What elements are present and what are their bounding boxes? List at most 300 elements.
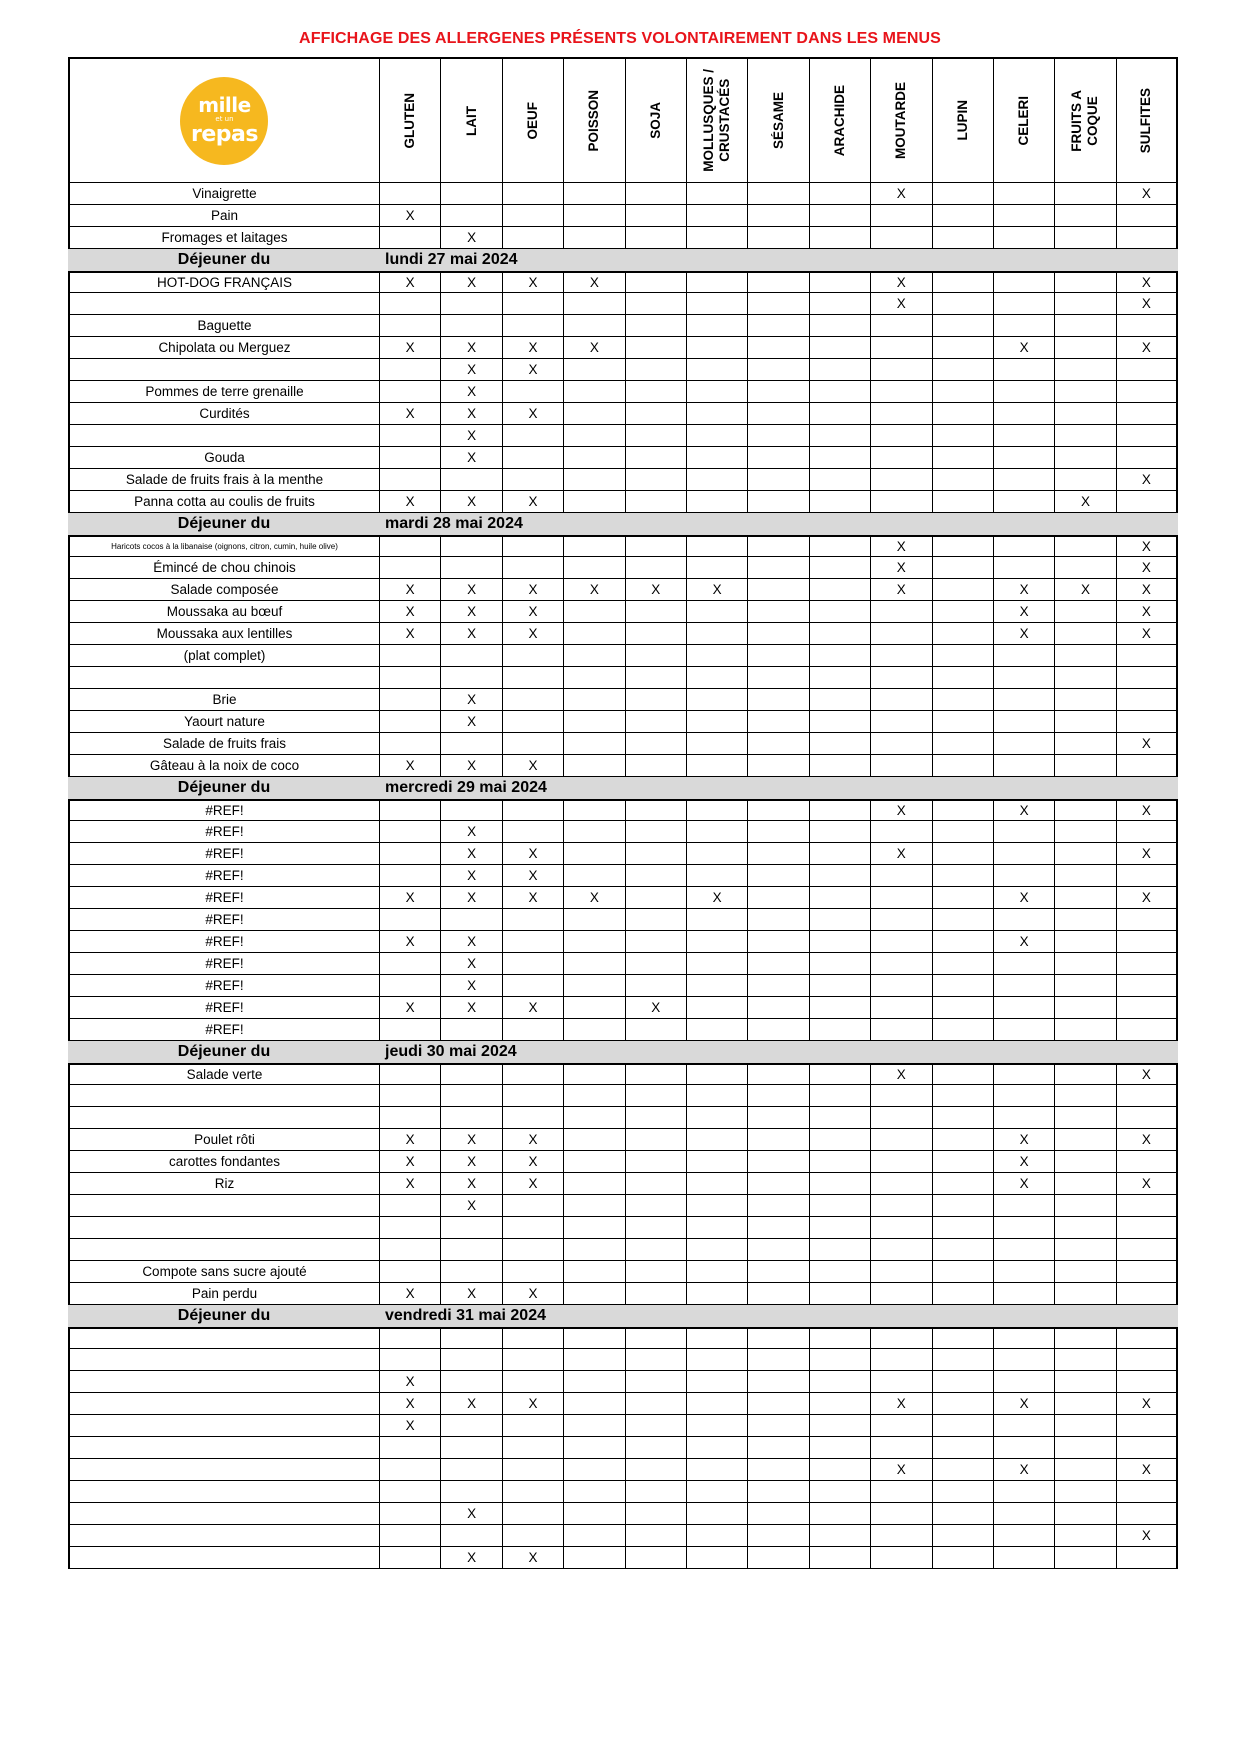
allergen-mark: X [1141, 1462, 1151, 1477]
dish-name: #REF! [205, 1000, 244, 1015]
allergen-cell [1055, 909, 1116, 931]
allergen-cell [1055, 1329, 1116, 1349]
allergen-cell [994, 1261, 1055, 1283]
allergen-cell [1117, 1349, 1178, 1371]
allergen-mark: X [528, 846, 538, 861]
allergen-cell [994, 821, 1055, 843]
allergen-cell [748, 1283, 809, 1305]
allergen-cell [810, 1065, 871, 1085]
allergen-cell [626, 909, 687, 931]
allergen-cell [933, 579, 994, 601]
dish-cell [68, 843, 380, 865]
allergen-cell [1117, 381, 1178, 403]
allergen-cell [810, 1173, 871, 1195]
day-label: Déjeuner du [177, 251, 271, 268]
allergen-cell [441, 469, 502, 491]
allergen-cell [1117, 1459, 1178, 1481]
table-row [68, 1349, 1178, 1371]
allergen-cell [1055, 1065, 1116, 1085]
allergen-cell [810, 273, 871, 293]
allergen-mark: X [1019, 604, 1029, 619]
allergen-mark: X [467, 406, 477, 421]
allergen-cell [1055, 537, 1116, 557]
allergen-cell [810, 1107, 871, 1129]
allergen-cell [748, 887, 809, 909]
allergen-cell [564, 1283, 625, 1305]
allergen-cell [1117, 447, 1178, 469]
allergen-cell [564, 1239, 625, 1261]
table-row [68, 1459, 1178, 1481]
allergen-cell [933, 557, 994, 579]
table-row [68, 1151, 1178, 1173]
day-header [68, 1305, 1178, 1327]
allergen-cell [994, 623, 1055, 645]
allergen-cell [380, 183, 441, 205]
table-row [68, 887, 1178, 909]
allergen-mark: X [896, 560, 906, 575]
column-header-label: POISSON [586, 89, 602, 152]
day-label: Déjeuner du [177, 515, 271, 532]
allergen-mark: X [1141, 604, 1151, 619]
allergen-cell [933, 293, 994, 315]
allergen-cell [564, 1085, 625, 1107]
dish-cell [68, 887, 380, 909]
allergen-cell [626, 469, 687, 491]
allergen-cell [626, 537, 687, 557]
allergen-cell [748, 733, 809, 755]
allergen-cell [380, 1173, 441, 1195]
allergen-mark: X [405, 1286, 415, 1301]
allergen-cell [626, 1129, 687, 1151]
allergen-cell [380, 1085, 441, 1107]
allergen-mark: X [528, 582, 538, 597]
allergen-cell [441, 1217, 502, 1239]
allergen-cell [380, 1065, 441, 1085]
allergen-cell [748, 931, 809, 953]
allergen-cell [503, 733, 564, 755]
allergen-cell [441, 1371, 502, 1393]
allergen-cell [994, 537, 1055, 557]
allergen-cell [687, 381, 748, 403]
table-row [68, 293, 1178, 315]
allergen-cell [933, 359, 994, 381]
allergen-cell [1117, 1151, 1178, 1173]
allergen-cell [441, 1415, 502, 1437]
allergen-cell [748, 801, 809, 821]
allergen-cell [748, 273, 809, 293]
allergen-cell [564, 645, 625, 667]
allergen-cell [503, 1503, 564, 1525]
allergen-mark: X [651, 582, 661, 597]
allergen-cell [564, 381, 625, 403]
allergen-cell [933, 689, 994, 711]
dish-cell [68, 1173, 380, 1195]
allergen-cell [564, 359, 625, 381]
column-header-label: MOUTARDE [893, 82, 909, 159]
allergen-cell [1055, 645, 1116, 667]
allergen-cell [933, 733, 994, 755]
allergen-mark: X [1019, 1154, 1029, 1169]
allergen-cell [380, 227, 441, 249]
allergen-cell [441, 359, 502, 381]
dish-cell [68, 645, 380, 667]
allergen-cell [380, 975, 441, 997]
dish-cell [68, 293, 380, 315]
brand-logo [180, 77, 268, 165]
allergen-cell [687, 1195, 748, 1217]
allergen-cell [933, 273, 994, 293]
allergen-cell [933, 1173, 994, 1195]
allergen-cell [871, 273, 932, 293]
allergen-cell [441, 887, 502, 909]
allergen-cell [564, 1107, 625, 1129]
allergen-cell [380, 1437, 441, 1459]
allergen-cell [441, 1239, 502, 1261]
allergen-cell [626, 1393, 687, 1415]
allergen-cell [933, 623, 994, 645]
allergen-mark: X [1019, 803, 1029, 818]
dish-cell [68, 403, 380, 425]
allergen-cell [810, 425, 871, 447]
allergen-cell [871, 447, 932, 469]
allergen-cell [441, 1437, 502, 1459]
allergen-cell [626, 447, 687, 469]
allergen-mark: X [1019, 1396, 1029, 1411]
allergen-cell [994, 1481, 1055, 1503]
table-row [68, 1525, 1178, 1547]
allergen-cell [871, 1459, 932, 1481]
allergen-cell [933, 447, 994, 469]
allergen-cell [748, 1415, 809, 1437]
allergen-cell [564, 273, 625, 293]
allergen-cell [380, 953, 441, 975]
allergen-cell [810, 1415, 871, 1437]
allergen-cell [933, 537, 994, 557]
dish-name: Fromages et laitages [161, 230, 288, 245]
allergen-cell [564, 537, 625, 557]
allergen-cell [441, 293, 502, 315]
allergen-cell [810, 733, 871, 755]
allergen-cell [1055, 293, 1116, 315]
dish-cell [68, 689, 380, 711]
allergen-cell [1055, 975, 1116, 997]
allergen-mark: X [405, 1132, 415, 1147]
allergen-cell [1055, 359, 1116, 381]
allergen-cell [687, 1217, 748, 1239]
table-row [68, 1261, 1178, 1283]
allergen-cell [380, 469, 441, 491]
allergen-cell [933, 1085, 994, 1107]
allergen-cell [933, 491, 994, 513]
allergen-cell [871, 953, 932, 975]
allergen-cell [1055, 205, 1116, 227]
allergen-cell [933, 403, 994, 425]
allergen-cell [1055, 821, 1116, 843]
allergen-cell [810, 1525, 871, 1547]
allergen-mark: X [1019, 1462, 1029, 1477]
allergen-cell [687, 1173, 748, 1195]
allergen-cell [687, 1349, 748, 1371]
allergen-cell [626, 359, 687, 381]
allergen-cell [687, 1371, 748, 1393]
column-header [564, 57, 625, 183]
day-label: Déjeuner du [177, 1307, 271, 1324]
allergen-cell [810, 1217, 871, 1239]
allergen-cell [626, 337, 687, 359]
allergen-cell [1055, 1019, 1116, 1041]
allergen-cell [380, 1107, 441, 1129]
allergen-cell [748, 469, 809, 491]
table-row [68, 667, 1178, 689]
dish-cell [68, 1217, 380, 1239]
allergen-cell [503, 491, 564, 513]
allergen-cell [503, 293, 564, 315]
allergen-cell [380, 909, 441, 931]
dish-name: Poulet rôti [194, 1132, 255, 1147]
allergen-cell [626, 425, 687, 447]
allergen-cell [687, 315, 748, 337]
dish-cell [68, 1129, 380, 1151]
allergen-mark: X [405, 208, 415, 223]
table-row [68, 1195, 1178, 1217]
allergen-cell [994, 865, 1055, 887]
allergen-cell [503, 425, 564, 447]
allergen-cell [503, 537, 564, 557]
allergen-cell [810, 1085, 871, 1107]
allergen-cell [933, 1371, 994, 1393]
allergen-cell [1117, 1525, 1178, 1547]
allergen-cell [1055, 689, 1116, 711]
allergen-cell [1055, 557, 1116, 579]
allergen-cell [687, 359, 748, 381]
allergen-cell [626, 1283, 687, 1305]
allergen-cell [748, 755, 809, 777]
allergen-cell [564, 1129, 625, 1151]
allergen-mark: X [1141, 1132, 1151, 1147]
dish-cell [68, 273, 380, 293]
allergen-cell [994, 205, 1055, 227]
allergen-cell [441, 557, 502, 579]
allergen-mark: X [528, 1396, 538, 1411]
allergen-cell [564, 601, 625, 623]
allergen-mark: X [467, 450, 477, 465]
allergen-cell [1055, 1151, 1116, 1173]
allergen-cell [687, 711, 748, 733]
allergen-cell [503, 447, 564, 469]
allergen-cell [441, 1547, 502, 1569]
column-header-label: ARACHIDE [831, 84, 847, 157]
allergen-cell [748, 293, 809, 315]
allergen-mark: X [1141, 186, 1151, 201]
allergen-cell [1117, 1283, 1178, 1305]
allergen-cell [564, 1481, 625, 1503]
allergen-cell [687, 1459, 748, 1481]
allergen-cell [748, 1151, 809, 1173]
table-row [68, 821, 1178, 843]
dish-cell [68, 997, 380, 1019]
dish-cell [68, 557, 380, 579]
allergen-cell [503, 1283, 564, 1305]
allergen-cell [1117, 557, 1178, 579]
allergen-cell [994, 557, 1055, 579]
allergen-cell [564, 1019, 625, 1041]
allergen-cell [1117, 865, 1178, 887]
table-row [68, 843, 1178, 865]
allergen-cell [810, 887, 871, 909]
dish-name: carottes fondantes [168, 1154, 281, 1169]
allergen-mark: X [589, 275, 599, 290]
allergen-cell [871, 1393, 932, 1415]
allergen-cell [564, 909, 625, 931]
dish-name: HOT-DOG FRANÇAIS [156, 275, 292, 290]
allergen-cell [687, 403, 748, 425]
page-title: AFFICHAGE DES ALLERGENES PRÉSENTS VOLONTAIREMENT DANS LES MENUS [299, 30, 941, 47]
allergen-cell [441, 1173, 502, 1195]
allergen-cell [626, 183, 687, 205]
allergen-cell [810, 403, 871, 425]
table-row [68, 1107, 1178, 1129]
allergen-cell [441, 975, 502, 997]
allergen-cell [380, 801, 441, 821]
allergen-cell [1117, 1329, 1178, 1349]
column-header-label: GLUTEN [402, 92, 418, 149]
allergen-cell [810, 975, 871, 997]
allergen-cell [994, 447, 1055, 469]
allergen-cell [1117, 1547, 1178, 1569]
allergen-cell [626, 1481, 687, 1503]
allergen-cell [810, 711, 871, 733]
allergen-cell [1055, 381, 1116, 403]
allergen-cell [503, 557, 564, 579]
allergen-cell [810, 1261, 871, 1283]
allergen-cell [687, 887, 748, 909]
allergen-cell [1117, 909, 1178, 931]
table-row [68, 271, 1178, 293]
allergen-cell [871, 1129, 932, 1151]
allergen-cell [810, 1329, 871, 1349]
dish-cell [68, 975, 380, 997]
allergen-cell [748, 1547, 809, 1569]
allergen-cell [626, 315, 687, 337]
allergen-cell [748, 1065, 809, 1085]
table-row [68, 1129, 1178, 1151]
allergen-cell [871, 1525, 932, 1547]
dish-cell [68, 1065, 380, 1085]
allergen-cell [994, 1283, 1055, 1305]
column-header-label: FRUITS A COQUE [1069, 89, 1101, 152]
allergen-mark: X [1080, 582, 1090, 597]
allergen-cell [441, 537, 502, 557]
allergen-cell [503, 381, 564, 403]
allergen-cell [810, 359, 871, 381]
allergen-cell [871, 337, 932, 359]
allergen-mark: X [712, 582, 722, 597]
dish-name: Brie [212, 692, 237, 707]
allergen-cell [1117, 1481, 1178, 1503]
allergen-mark: X [528, 406, 538, 421]
allergen-cell [933, 909, 994, 931]
allergen-cell [441, 447, 502, 469]
allergen-cell [441, 931, 502, 953]
allergen-cell [748, 667, 809, 689]
allergen-cell [994, 1173, 1055, 1195]
allergen-cell [503, 1547, 564, 1569]
column-header [626, 57, 687, 183]
allergen-cell [503, 227, 564, 249]
table-row [68, 447, 1178, 469]
allergen-cell [933, 887, 994, 909]
allergen-cell [871, 843, 932, 865]
dish-cell [68, 469, 380, 491]
allergen-cell [380, 1283, 441, 1305]
allergen-mark: X [467, 1154, 477, 1169]
allergen-mark: X [896, 582, 906, 597]
dish-cell [68, 183, 380, 205]
allergen-cell [564, 755, 625, 777]
dish-name: Pommes de terre grenaille [145, 384, 304, 399]
allergen-cell [380, 1415, 441, 1437]
allergen-cell [687, 931, 748, 953]
allergen-cell [626, 205, 687, 227]
dish-name: #REF! [205, 978, 244, 993]
allergen-cell [626, 579, 687, 601]
allergen-mark: X [528, 1132, 538, 1147]
allergen-cell [626, 801, 687, 821]
allergen-cell [564, 1525, 625, 1547]
allergen-cell [1055, 183, 1116, 205]
allergen-cell [933, 843, 994, 865]
allergen-cell [380, 491, 441, 513]
allergen-cell [871, 755, 932, 777]
allergen-cell [933, 975, 994, 997]
day-date: jeudi 30 mai 2024 [385, 1043, 517, 1060]
allergen-cell [748, 689, 809, 711]
allergen-cell [626, 711, 687, 733]
allergen-cell [503, 1239, 564, 1261]
allergen-cell [380, 359, 441, 381]
allergen-cell [810, 1481, 871, 1503]
allergen-cell [687, 975, 748, 997]
allergen-cell [871, 1195, 932, 1217]
allergen-cell [503, 1481, 564, 1503]
allergen-cell [871, 425, 932, 447]
allergen-cell [871, 579, 932, 601]
allergen-cell [933, 1503, 994, 1525]
allergen-mark: X [1141, 890, 1151, 905]
allergen-cell [871, 801, 932, 821]
allergen-cell [748, 1459, 809, 1481]
allergen-cell [871, 1283, 932, 1305]
allergen-cell [871, 1437, 932, 1459]
allergen-cell [503, 887, 564, 909]
allergen-cell [564, 315, 625, 337]
allergen-cell [1055, 1107, 1116, 1129]
allergen-mark: X [896, 186, 906, 201]
allergen-cell [1117, 1065, 1178, 1085]
allergen-cell [441, 1195, 502, 1217]
allergen-cell [871, 865, 932, 887]
table-row [68, 909, 1178, 931]
allergen-cell [380, 1239, 441, 1261]
allergen-cell [687, 667, 748, 689]
allergen-cell [871, 909, 932, 931]
allergen-cell [564, 1261, 625, 1283]
allergen-cell [441, 1151, 502, 1173]
allergen-cell [626, 645, 687, 667]
allergen-cell [748, 579, 809, 601]
allergen-cell [994, 1019, 1055, 1041]
dish-cell [68, 601, 380, 623]
